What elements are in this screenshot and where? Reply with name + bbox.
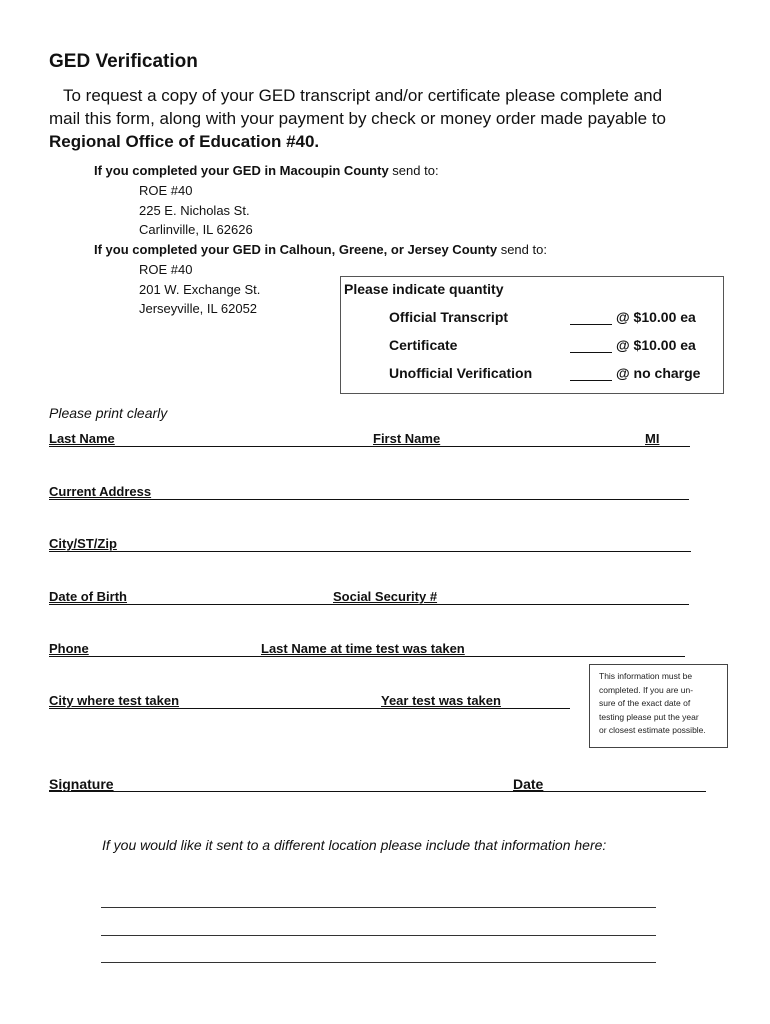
info-note-line: sure of the exact date of: [599, 698, 691, 708]
city-st-zip-label: City/ST/Zip: [49, 536, 117, 551]
quantity-blank-transcript[interactable]: [570, 324, 612, 325]
phone-line[interactable]: [49, 656, 685, 657]
last-name-label: Last Name: [49, 431, 115, 446]
macoupin-address-3: Carlinville, IL 62626: [139, 222, 253, 237]
phone-label: Phone: [49, 641, 89, 656]
calhoun-heading: [94, 242, 547, 257]
print-clearly-note: Please print clearly: [49, 405, 168, 421]
info-note-line: or closest estimate possible.: [599, 725, 706, 735]
macoupin-address-2: 225 E. Nicholas St.: [139, 203, 250, 218]
last-name-at-test-label: Last Name at time test was taken: [261, 641, 465, 656]
intro-line-1: To request a copy of your GED transcript and/or certificate please complete and: [63, 86, 663, 105]
alt-address-line-3[interactable]: [101, 962, 656, 963]
name-row-line[interactable]: [49, 446, 690, 447]
quantity-blank-certificate[interactable]: [570, 352, 612, 353]
calhoun-address-2: 201 W. Exchange St.: [139, 282, 261, 297]
quantity-item-label: Official Transcript: [389, 309, 509, 325]
quantity-item-price: @ $10.00 ea: [616, 337, 696, 353]
info-note-line: This information must be: [599, 671, 693, 681]
city-line[interactable]: [49, 551, 691, 552]
dob-label: Date of Birth: [49, 589, 127, 604]
city-test-label: City where test taken: [49, 693, 180, 708]
quantity-item-label: Unofficial Verification: [389, 365, 533, 381]
info-note-line: completed. If you are un-: [599, 684, 694, 695]
dob-ssn-line[interactable]: [49, 604, 689, 605]
quantity-item-price: @ no charge: [616, 365, 701, 381]
quantity-item-price: @ $10.00 ea: [616, 309, 696, 325]
macoupin-heading: [94, 163, 439, 178]
signature-line[interactable]: [49, 791, 706, 792]
page-title: GED Verification: [49, 51, 198, 72]
info-note-box: [589, 664, 728, 748]
calhoun-address-3: Jerseyville, IL 62052: [139, 301, 258, 316]
macoupin-heading-bold: If you completed your GED in Macoupin County: [94, 163, 389, 178]
macoupin-address-1: ROE #40: [139, 183, 193, 198]
calhoun-heading-bold: If you completed your GED in Calhoun, Greene, or Jersey County: [94, 242, 498, 257]
info-note-line: testing please put the year: [599, 711, 699, 722]
first-name-label: First Name: [373, 431, 441, 446]
date-label: Date: [513, 776, 544, 792]
calhoun-heading-rest: send to:: [497, 242, 547, 257]
ssn-label: Social Security #: [333, 589, 438, 604]
calhoun-address-1: ROE #40: [139, 262, 193, 277]
alt-address-line-1[interactable]: [101, 907, 656, 908]
quantity-item-label: Certificate: [389, 337, 458, 353]
intro-line-2: mail this form, along with your payment by check or money order made payable to: [49, 109, 667, 128]
current-address-label: Current Address: [49, 484, 152, 499]
quantity-blank-unofficial[interactable]: [570, 380, 612, 381]
alt-address-line-2[interactable]: [101, 935, 656, 936]
intro-line-3: Regional Office of Education #40.: [49, 132, 320, 151]
quantity-heading: Please indicate quantity: [344, 281, 504, 297]
different-location-note: If you would like it sent to a different location please include that information here:: [102, 837, 607, 853]
mi-label: MI: [645, 431, 660, 446]
address-line[interactable]: [49, 499, 689, 500]
year-test-label: Year test was taken: [381, 693, 501, 708]
signature-label: Signature: [49, 776, 114, 792]
test-line[interactable]: [49, 708, 570, 709]
macoupin-heading-rest: send to:: [388, 163, 439, 178]
